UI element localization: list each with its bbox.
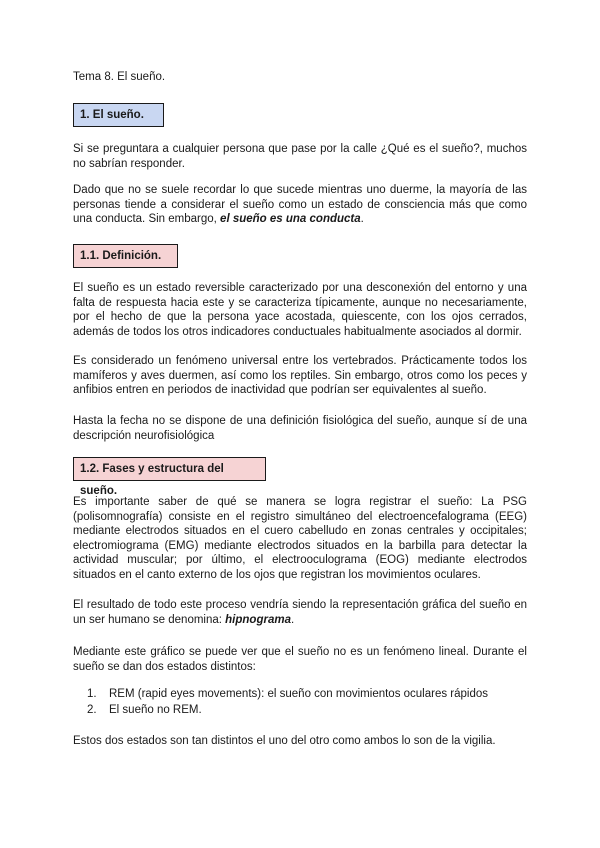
- list-item-number: 1.: [87, 688, 97, 700]
- paragraph-neurofisiologica: Hasta la fecha no se dispone de una definición fisiológica del sueño, aunque sí de una descripción neurofisiológica: [73, 415, 527, 442]
- states-list: [87, 687, 527, 718]
- emphasis-el-sueno-es-una-conducta: el sueño es una conducta: [220, 213, 361, 226]
- section-heading-definicion: 1.1. Definición.: [73, 244, 178, 268]
- section-heading-el-sueno: 1. El sueño.: [73, 103, 164, 127]
- list-item-text: REM (rapid eyes movements): el sueño con movimientos oculares rápidos: [109, 688, 489, 700]
- paragraph-hipnograma-end: .: [290, 613, 295, 626]
- paragraph-hipnograma: [73, 598, 527, 627]
- paragraph-conducta: [73, 183, 527, 227]
- paragraph-psg: Es importante saber de qué se manera se logra registrar el sueño: La PSG (polisomnografía) consiste en el registro simultáneo del electroencefalograma (EEG) mediante electrodos situados en el cuero cabelludo en zonas centrales y occipitales; electromiograma (EMG) mediante electrodos situados en la barbilla para detectar la actividad muscular; por último, el electrooculograma (EOG) mediante electrodos situados en el canto externo de los ojos que registran los movimientos oculares.: [73, 496, 527, 581]
- paragraph-conducta-end: .: [360, 213, 364, 226]
- paragraph-hipnograma-text: El resultado de todo este proceso vendría siendo la representación gráfica del sueño en un ser humano se denomina:: [73, 599, 527, 626]
- paragraph-dos-estados: Mediante este gráfico se puede ver que el sueño no es un fenómeno lineal. Durante el sueño se dan dos estados distintos:: [73, 646, 527, 673]
- paragraph-definicion: El sueño es un estado reversible caracterizado por una desconexión del entorno y una falta de respuesta hacia este y se caracteriza típicamente, aunque no necesariamente, por el hecho de que la persona yace acostada, quiescente, con los ojos cerrados, además de todos los otros indicadores conductuales habitualmente asociados al dormir.: [73, 282, 527, 338]
- document-title: Tema 8. El sueño.: [73, 71, 166, 83]
- list-item: [87, 703, 527, 719]
- emphasis-hipnograma: hipnograma: [225, 613, 291, 626]
- paragraph-vigilia: Estos dos estados son tan distintos el uno del otro como ambos lo son de la vigilia.: [73, 735, 496, 747]
- list-item-number: 2.: [87, 703, 97, 716]
- paragraph-intro-question: Si se preguntara a cualquier persona que pase por la calle ¿Qué es el sueño?, muchos no sabrían responder.: [73, 143, 527, 170]
- section-heading-fases: 1.2. Fases y estructura del sueño.: [73, 457, 266, 481]
- list-item-text: El sueño no REM.: [109, 703, 202, 716]
- paragraph-vertebrados: Es considerado un fenómeno universal entre los vertebrados. Prácticamente todos los mamíferos y aves duermen, así como los reptiles. Sin embargo, otros como los peces y anfibios entren en periodos de inactividad que podrían ser equivalentes al sueño.: [73, 355, 527, 397]
- paragraph-conducta-text: Dado que no se suele recordar lo que sucede mientras uno duerme, la mayoría de las personas tiende a considerar el sueño como un estado de consciencia más que como una conducta. Sin embargo,: [73, 184, 527, 226]
- list-item: [87, 687, 527, 703]
